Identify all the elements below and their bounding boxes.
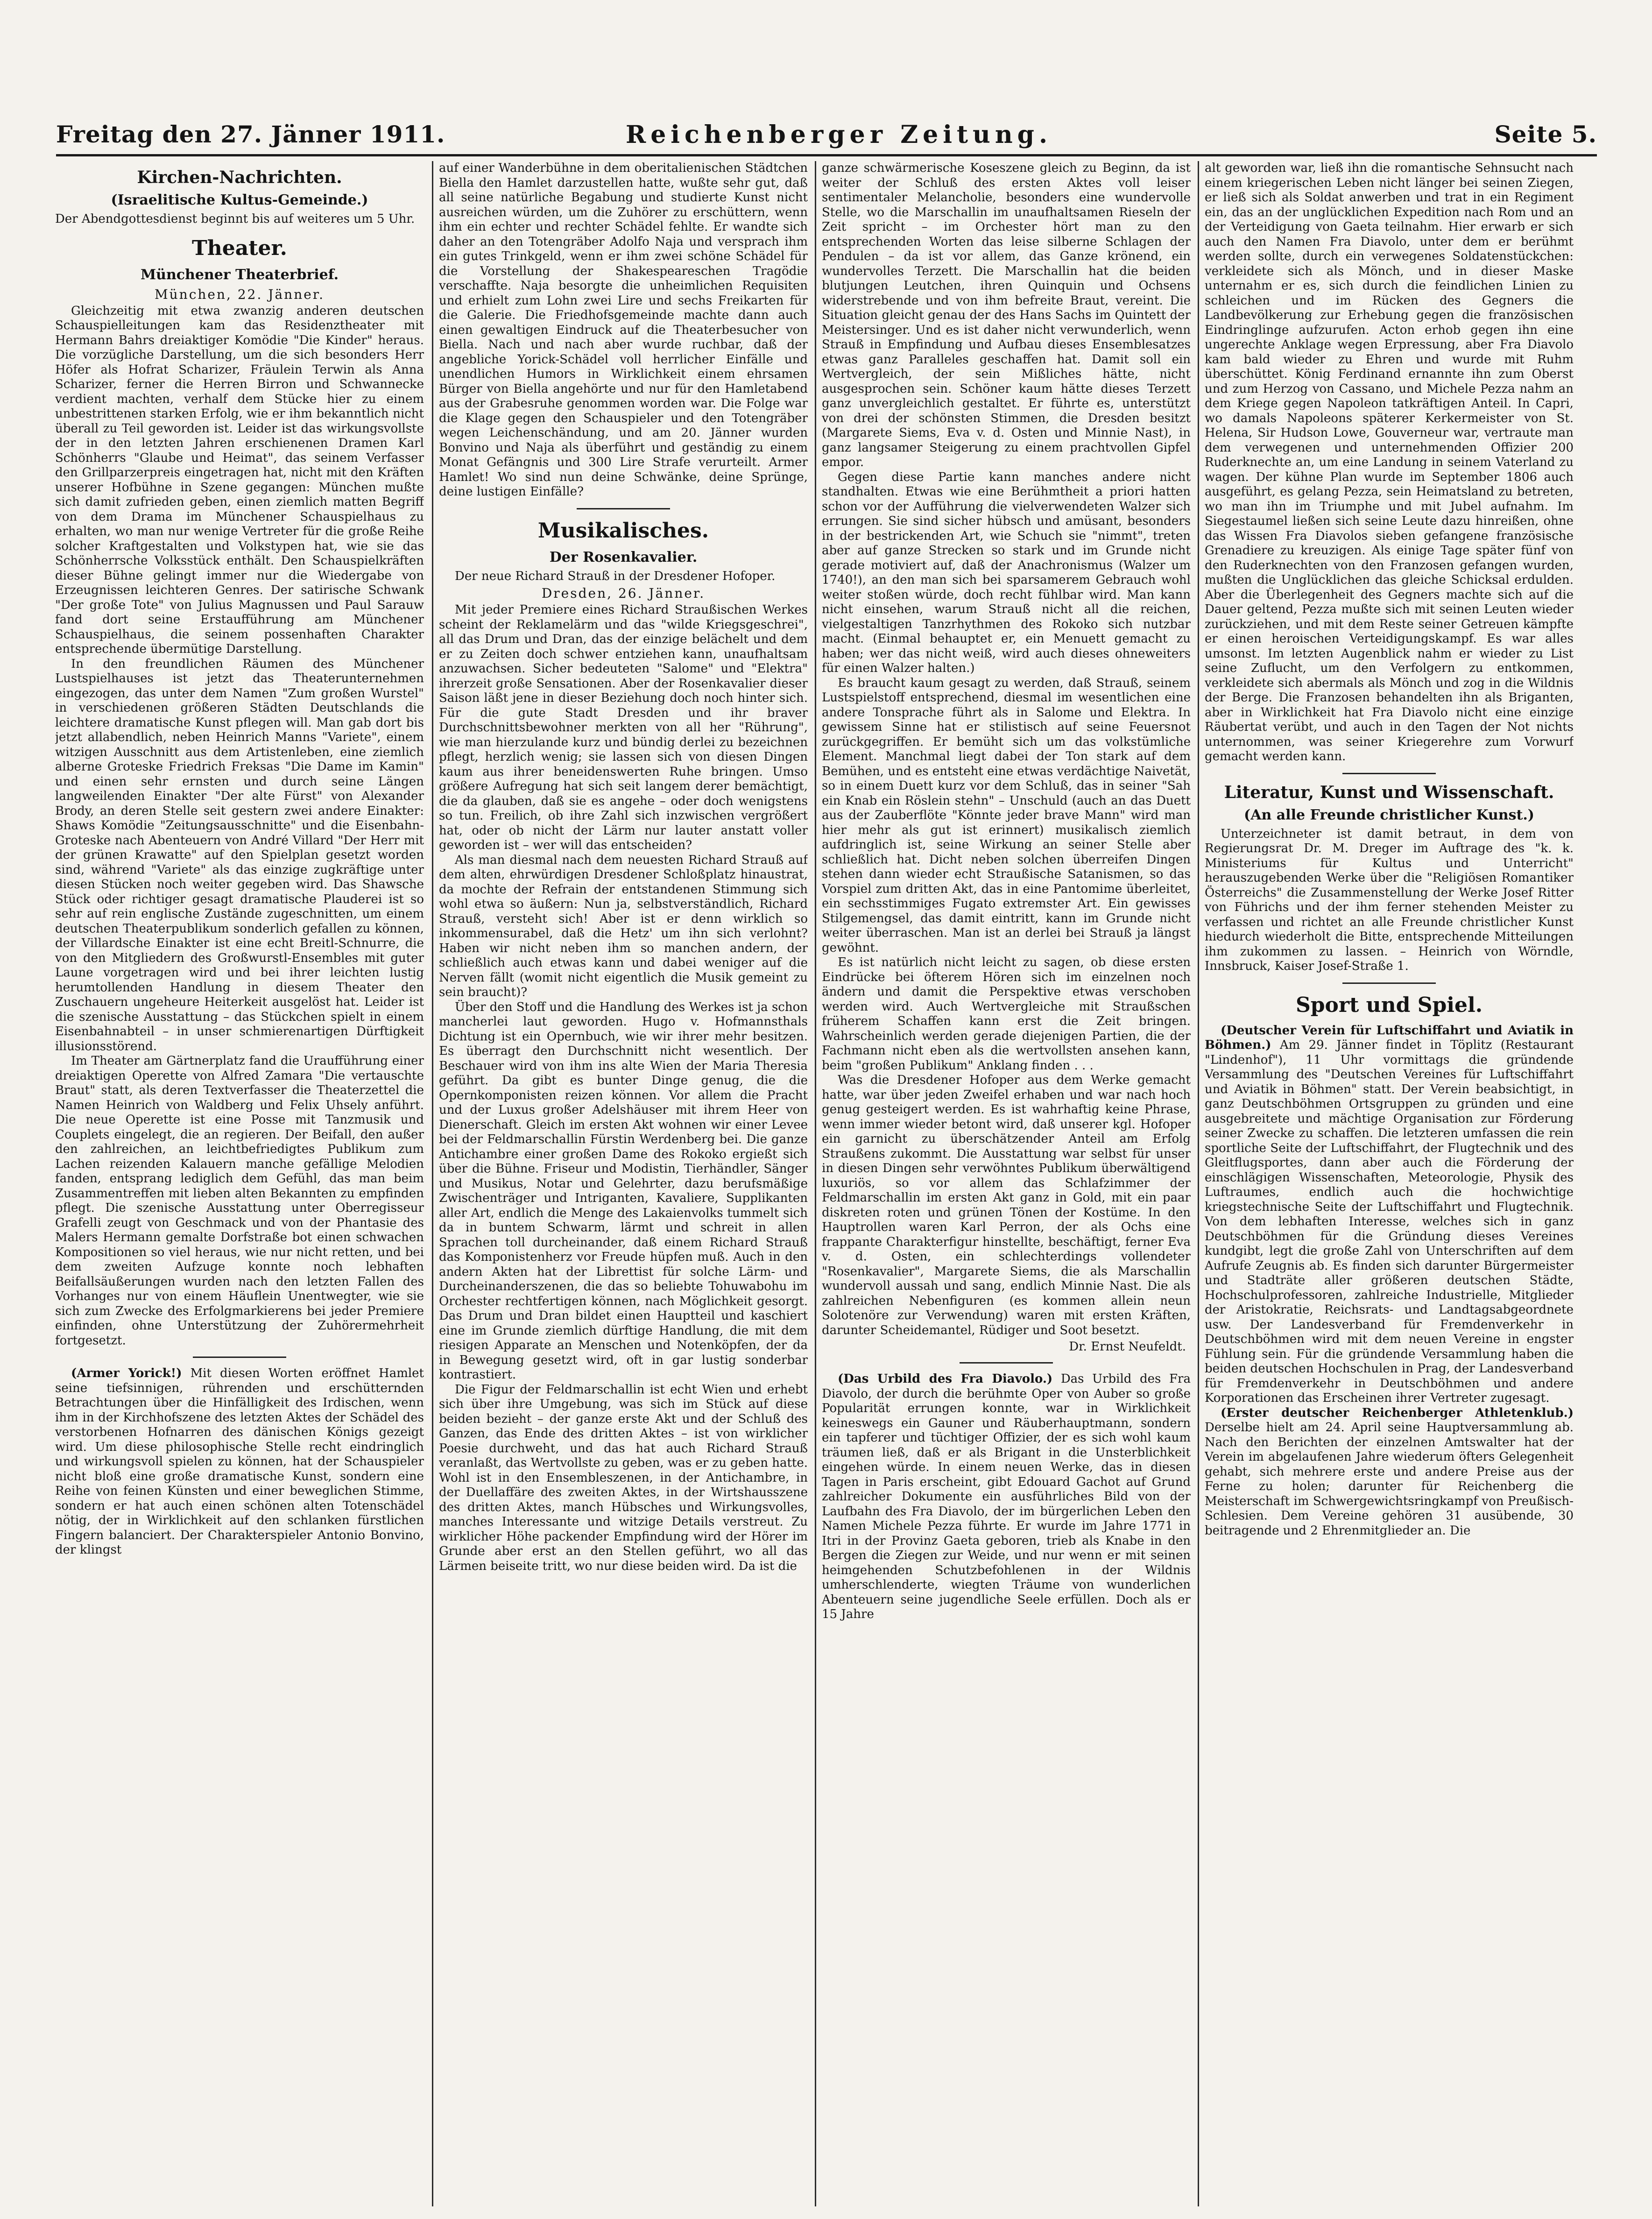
author-signature: Dr. Ernst Neufeldt. (1069, 1340, 1186, 1354)
article-paragraph: Mit jeder Premiere eines Richard Straußischen Werkes scheint der Reklamelärm und das "wilde Kriegsgeschrei", all das Drum und Dran, das der einzige belächelt und dem er zu Zeiten doch schwer entziehen kann, unaufhaltsam anzuwachsen. Sicher bedeuteten "Salome" und "Elektra" ihrerzeit große Sensationen. Aber der Rosenkavalier dieser Saison läßt jene in dieser Beziehung doch noch hinter sich. Für die gute Stadt Dresden und ihr braver Durchschnittsbewohner merkten von all her "Rührung", wie man hierzulande kurz und bündig derlei zu bezeichnen pflegt, herzlich wenig; sie lassen sich von diesen Dingen kaum aus ihrer beneidenswerten Ruhe bringen. Umso größere Aufregung hat sich seit langem derer bemächtigt, die da glauben, daß sie es angehe – oder doch wenigstens so tun. Freilich, ob ihre Zahl sich inzwischen vergrößert hat, oder ob nicht der Lärm nur lauter anstatt voller geworden ist – wer will das entscheiden? (439, 603, 808, 852)
dateline: Dresden, 26. Jänner. (541, 586, 706, 601)
article-paragraph: In den freundlichen Räumen des Münchener Lustspielhauses ist jetzt das Theaterunternehmen eingezogen, das unter dem Namen "Zum großen Wurstel" in verschiedenen größeren Städten Deutschlands die leichtere dramatische Kunst pflegen will. Man gab dort bis jetzt allabendlich, neben Heinrich Manns "Variete", einem witzigen Ausschnitt aus dem Artistenleben, eine ziemlich alberne Groteske Friedrich Freksas "Die Dame im Kamin" und einen sehr ernsten und durch seine Längen langweilenden Einakter "Der alte Fürst" von Alexander Brody, an deren Stelle seit gestern zwei andere Einakter: Shaws Komödie "Zeitungsausschnitte" und die Eisenbahn-Groteske nach Abenteuern von André Villard "Der Herr mit der grünen Krawatte" auf den Spielplan gesetzt worden sind, während "Variete" als das einzige zugkräftige unter diesen Stücken noch weiter gegeben wird. Das Shawsche Stück oder richtiger gesagt dramatische Plauderei ist so sehr auf rein englische Zustände zugeschnitten, um einem deutschen Theaterpublikum sonderlich gefallen zu können, der Villardsche Einakter ist eine echt Breitl-Schnurre, die von den Mitgliedern des Großwurstl-Ensembles mit guter Laune vorgetragen wird und bei ihrer leichten lustig herumtollenden Handlung in diesem Theater den Zuschauern ungeheure Heiterkeit ausgelöst hat. Leider ist die szenische Ausstattung – das Stückchen spielt in einem Eisenbahnabteil – in unser schmierenartigen Dürftigkeit illusionsstörend. (55, 657, 424, 1053)
column-3 (822, 161, 1191, 2206)
article-text: Der Abendgottesdienst beginnt bis auf weiteres um 5 Uhr. (55, 212, 415, 226)
article-paragraph: alt geworden war, ließ ihn die romantische Sehnsucht nach einem kriegerischen Leben nicht länger bei seinen Ziegen, er ließ sich als Soldat anwerben und trat in ein Regiment ein, das an der unglücklichen Expedition nach Rom und an der Verteidigung von Gaeta teilnahm. Hier erwarb er sich auch den Namen Fra Diavolo, unter dem er berühmt werden sollte, durch ein verwegenes Soldatenstückchen: verkleidete sich als Mönch, und in dieser Maske unternahm er es, sich durch die feindlichen Linien zu schleichen und im Rücken des Gegners die Landbevölkerung zur Erhebung gegen die französischen Eindringlinge aufzurufen. Acton erhob gegen ihn eine ungerechte Anklage wegen Erpressung, aber Fra Diavolo kam bald wieder zu Ehren und wurde mit Ruhm überschüttet. König Ferdinand ernannte ihn zum Oberst und zum Herzog von Cassano, und Michele Pezza nahm an dem Kriege gegen Napoleon tatkräftigen Anteil. In Capri, wo damals Napoleons späterer Kerkermeister von St. Helena, Sir Hudson Lowe, Gouverneur war, vertraute man dem verwegenen und unternehmenden Offizier 200 Ruderknechte an, um eine Landung in seinem Vaterland zu wagen. Der kühne Plan wurde im September 1806 auch ausgeführt, es gelang Pezza, sein Heimatsland zu betreten, wo man ihn im Triumphe und mit Jubel aufnahm. Im Siegestaumel ließen sich seine Leute dazu hinreißen, ohne das Wissen Fra Diavolos sieben gefangene französische Grenadiere zu kreuzigen. Als einige Tage später fünf von den Ruderknechten von den Franzosen gefangen wurden, mußten die Unglücklichen das gleiche Schicksal erdulden. Aber die Überlegenheit des Gegners machte sich auf die Dauer geltend, Pezza mußte sich mit seinen Leuten wieder zurückziehen, und mit dem Reste seiner Getreuen kämpfte er einen heroischen Verteidigungskampf. Es war alles umsonst. Im letzten Augenblick nahm er wieder zu List seine Zuflucht, um den Verfolgern zu entkommen, verkleidete sich abermals als Mönch und zog in die Wildnis der Berge. Die Franzosen behandelten ihn als Briganten, aber in Wirklichkeit hat Fra Diavolo nicht eine einzige Räubertat verübt, und auch in den Tagen der Not nichts unternommen, was seiner Kriegerehre zum Vorwurf gemacht werden kann. (1205, 161, 1574, 763)
article-paragraph: Die Figur der Feldmarschallin ist echt Wien und erhebt sich über ihre Umgebung, was sich im Stück auf diese beiden bezieht – der ganze erste Akt und der Schluß des Ganzen, das Ende des dritten Aktes – ist von wirklicher Poesie durchweht, und das hat auch Richard Strauß veranlaßt, das Wertvollste zu geben, was er zu geben hatte. Wohl ist in den Ensembleszenen, in der Antichambre, in der Duellaffäre des zweiten Aktes, in der Wirtshausszene des dritten Aktes, manch Hübsches und Wirkungsvolles, manches Interessante und witzige Details verstreut. Zu wirklicher Höhe packender Empfindung wird der Hörer im Grunde aber erst an den Stellen geführt, wo all das Lärmen beiseite tritt, wo nur diese beiden wird. Da ist die (439, 1382, 808, 1573)
header-rule (56, 154, 1597, 156)
article-title-yorick: (Armer Yorick!) (71, 1366, 182, 1380)
section-title-theater: Theater. (191, 236, 287, 260)
section-title-musik: Musikalisches. (537, 518, 709, 543)
column-divider (1198, 161, 1199, 2206)
section-divider (960, 1362, 1053, 1364)
section-title-sport: Sport und Spiel. (1295, 993, 1483, 1017)
section-title-kirchen: Kirchen-Nachrichten. (137, 168, 342, 187)
section-divider (1342, 773, 1436, 774)
article-paragraph: auf einer Wanderbühne in dem oberitalienischen Städtchen Biella den Hamlet darzustellen hatte, wußte sehr gut, daß all seine natürliche Begabung und studierte Kunst nicht ausreichen würden, um die Zuhörer zu erschüttern, wenn ihm ein echter und rechter Schädel fehlte. Er wandte sich daher an den Totengräber Adolfo Naja und versprach ihm ein gutes Trinkgeld, wenn er ihm zwei schöne Schädel für die Vorstellung der Shakespeareschen Tragödie verschaffte. Naja besorgte die unheimlichen Requisiten und erhielt zum Lohn zwei Lire und sechs Freikarten für die Galerie. Die Friedhofsgemeinde machte dann auch einen gewaltigen Eindruck auf die Theaterbesucher von Biella. Nach und nach aber wurde ruchbar, daß der angebliche Yorick-Schädel voll herrlicher Einfälle und unendlichen Humors in Wirklichkeit einem ehrsamen Bürger von Biella angehörte und nur für den Hamletabend aus der Grabesruhe genommen worden war. Die Folge war die Klage gegen den Schauspieler und den Totengräber wegen Leichenschändung, und am 20. Jänner wurden Bonvino und Naja als überführt und geständig zu einem Monat Gefängnis und 300 Lire Strafe verurteilt. Armer Hamlet! Wo sind nun deine Schwänke, deine Sprünge, deine lustigen Einfälle? (439, 161, 808, 499)
article-paragraph: Gleichzeitig mit etwa zwanzig anderen deutschen Schauspielleitungen kam das Residenztheater mit Hermann Bahrs dreiaktiger Komödie "Die Kinder" heraus. Die vorzügliche Darstellung, um die sich besonders Herr Höfer als Hofrat Scharizer, Fräulein Terwin als Anna Scharizer, ferner die Herren Birron und Schwannecke verdient machten, verhalf dem Stücke hier zu einem unbestrittenen starken Erfolg, wie er ihm bekanntlich nicht überall zu Teil geworden ist. Leider ist das wirkungsvollste der in den letzten Jahren erschienenen Dramen Karl Schönherrs "Glaube und Heimat", das seinem Verfasser den Grillparzerpreis eingetragen hat, nicht mit den Kräften unserer Hofbühne in Szene gegangen: München mußte sich damit zufrieden geben, einen ziemlich matten Begriff von dem Drama im Münchener Schauspielhaus zu erhalten, wo man nur wenige Vertreter für die große Reihe solcher Kraftgestalten und Volkstypen hat, wie sie das Schönherrsche Volksstück enthält. Den Schauspielkräften dieser Bühne gelingt immer nur die Wiedergabe von Erzeugnissen leichteren Genres. Der satirische Schwank "Der große Tote" von Julius Magnussen und Paul Sarauw fand dort seine Erstaufführung am Münchener Schauspielhaus, die seinem possenhaften Charakter entsprechende übermütige Darstellung. (55, 304, 424, 656)
section-title-literatur: Literatur, Kunst und Wissenschaft. (1224, 782, 1554, 802)
subsection-title-kunst: (An alle Freunde christlicher Kunst.) (1244, 806, 1534, 823)
article-title-luftschiffahrt: (Deutscher Verein für Luftschiffahrt und Aviatik in Böhmen.) (1205, 1023, 1574, 1052)
section-divider (193, 1357, 286, 1358)
article-text: Mit diesen Worten eröffnet Hamlet seine tiefsinnigen, rührenden und erschütternden Betrachtungen über die Hinfälligkeit des Irdischen, wenn ihm in der Kirchhofszene des letzten Aktes der Schädel des verstorbenen Hofnarren des dänischen Königs gezeigt wird. Um diese philosophische Stelle recht eindringlich und wirkungsvoll spielen zu können, hat der Schauspieler nicht bloß eine große dramatische Kunst, sondern eine Reihe von feinen Künsten und einer beweglichen Stimme, sondern er hat auch einen schönen alten Totenschädel nötig, der in Wirklichkeit auf den schlanken fürstlichen Fingern balanciert. Der Charakterspieler Antonio Bonvino, der klingst (55, 1366, 424, 1557)
column-2 (439, 161, 808, 2206)
article-paragraph: Es ist natürlich nicht leicht zu sagen, ob diese ersten Eindrücke bei öfterem Hören sich im einzelnen noch ändern und damit die Perspektive etwas verschoben werden wird. Auch Wertvergleiche mit Straußschen früherem Schaffen kann erst die Zeit bringen. Wahrscheinlich werden gerade diejenigen Partien, die der Fachmann nicht eben als die wertvollsten ansehen kann, beim "großen Publikum" Anklang finden . . . (822, 955, 1191, 1073)
article-text: Das Urbild des Fra Diavolo, der durch die berühmte Oper von Auber so große Popularität errungen konnte, war in Wirklichkeit keineswegs ein Gauner und Räuberhauptmann, sondern ein tapferer und tüchtiger Offizier, der es sich wohl kaum träumen ließ, daß er als Brigant in die Unsterblichkeit eingehen würde. In einem neuen Werke, das in diesen Tagen in Paris erscheint, gibt Edouard Gachot auf Grund zahlreicher Dokumente ein ausführliches Bild von der Laufbahn des Fra Diavolo, der im bürgerlichen Leben den Namen Michele Pezza führte. Er wurde im Jahre 1771 in Itri in der Provinz Gaeta geboren, trieb als Knabe in den Bergen die Ziegen zur Weide, und nur wenn er mit seinen heimgehenden Schutzbefohlenen in der Wildnis umherschlenderte, wiegten Träume von wunderlichen Abenteuern seine jugendliche Seele erfüllen. Doch als er 15 Jahre (822, 1372, 1191, 1621)
article-text: Unterzeichneter ist damit betraut, in dem von Regierungsrat Dr. M. Dreger im Auftrage des "k. k. Ministeriums für Kultus und Unterricht" herauszugebenden Werke über die "Religiösen Romantiker Österreichs" die Zusammenstellung der Werke Josef Ritter von Führichs und der ihm ferner stehenden Meister zu verfassen und richtet an alle Freunde christlicher Kunst hiedurch wiederholt die Bitte, entsprechende Mitteilungen ihm zukommen zu lassen. – Heinrich von Wörndle, Innsbruck, Kaiser Josef-Straße 1. (1205, 827, 1574, 973)
column-divider (815, 161, 816, 2206)
subsection-title-kultus: (Israelitische Kultus-Gemeinde.) (111, 192, 368, 208)
header-masthead: Reichenberger Zeitung. (626, 120, 1052, 149)
article-paragraph: Es braucht kaum gesagt zu werden, daß Strauß, seinem Lustspielstoff entsprechend, diesmal im wesentlichen eine andere Tonsprache führt als in Salome und Elektra. In gewissem Sinne hat er stilistisch auf seine Feuersnot zurückgegriffen. Er bemüht sich um das volkstümliche Element. Manchmal liegt dabei der Ton stark auf dem Bemühen, und es entsteht eine etwas verdächtige Naivetät, so in einem Duett kurz vor dem Schluß, das in seiner "Sah ein Knab ein Röslein stehn" – Unschuld (auch an das Duett aus der Zauberflöte "Könnte jeder brave Mann" wird man hier mehr als gut ist erinnert) musikalisch ziemlich aufdringlich ist, seine Wirkung an seiner Stelle aber schließlich hat. Dicht neben solchen überreifen Dingen stehen dann wieder echt Straußische Satanismen, so das Vorspiel zum dritten Akt, das in eine Pantomime überleitet, ein sechsstimmiges Fugato extremster Art. Ein gewisses Stilgemengsel, das damit eintritt, kann im Grunde nicht weiter überraschen. Man ist an derlei bei Strauß ja längst gewöhnt. (822, 676, 1191, 955)
article-title-diavolo: (Das Urbild des Fra Diavolo.) (838, 1372, 1053, 1386)
article-paragraph: Gegen diese Partie kann manches andere nicht standhalten. Etwas wie eine Berühmtheit a priori hatten schon vor der Aufführung die vielverwendeten Walzer sich errungen. Sie sind sicher hübsch und amüsant, besonders in der bestrickenden Art, wie Schuch sie "nimmt", treten aber auf ganze Strecken so stark und im Grunde nicht gerade motiviert auf, daß der Anachronismus (Walzer um 1740!), an den man sich bei sparsamerem Gebrauch wohl weiter stoßen würde, doch recht fühlbar wird. Man kann nicht einsehen, warum Strauß nicht all die reichen, vielgestaltigen Tanzrhythmen des Rokoko sich nutzbar macht. (Einmal behauptet er, ein Menuett gemacht zu haben; wer das nicht weiß, wird auch dieses ohneweiters für einen Walzer halten.) (822, 470, 1191, 675)
article-paragraph: Was die Dresdener Hofoper aus dem Werke gemacht hatte, war über jeden Zweifel erhaben und war nach hoch genug gesteigert werden. Es ist wahrhaftig keine Phrase, wenn immer wieder betont wird, daß unserer kgl. Hofoper ein garnicht zu überschätzender Anteil am Erfolg Straußens zukommt. Die Ausstattung war selbst für unser in diesen Dingen sehr verwöhntes Publikum überwältigend luxuriös, so vor allem das Schlafzimmer der Feldmarschallin im ersten Akt ganz in Gold, mit ein paar diskreten roten und grünen Tönen der Kostüme. In den Hauptrollen waren Karl Perron, der als Ochs eine frappante Charakterfigur hinstellte, beschäftigt, ferner Eva v. d. Osten, ein schlechterdings vollendeter "Rosenkavalier", Margarete Siems, die als Marschallin wundervoll aussah und sang, endlich Minnie Nast. Die als zahlreichen Nebenfiguren (es kommen allein neun Solotenöre zur Verwendung) waren mit ersten Kräften, darunter Scheidemantel, Rüdiger und Soot besetzt. (822, 1073, 1191, 1337)
article-title-athletenklub: (Erster deutscher Reichenberger Athletenklub.) (1221, 1406, 1574, 1420)
dateline: München, 22. Jänner. (154, 286, 325, 302)
article-title-rosenkavalier: Der Rosenkavalier. (549, 549, 698, 565)
page-header (56, 120, 1597, 153)
article-intro: Der neue Richard Strauß in der Dresdener Hofoper. (455, 569, 776, 583)
article-text: Derselbe hielt am 24. April seine Hauptversammlung ab. Nach den Berichten der einzelnen Amtswalter hat der Verein im abgelaufenen Jahre wiederum öfters Gelegenheit gehabt, sich mehrere erste und andere Preise aus der Ferne zu holen; darunter für Reichenberg die Meisterschaft im Schwergewichtsringkampf von Preußisch-Schlesien. Dem Vereine gehören 31 ausübende, 30 beitragende und 2 Ehrenmitglieder an. Die (1205, 1420, 1574, 1538)
header-page-number: Seite 5. (1494, 120, 1597, 148)
section-divider (577, 508, 670, 509)
column-divider (432, 161, 433, 2206)
column-1 (55, 161, 424, 2206)
article-paragraph: Über den Stoff und die Handlung des Werkes ist ja schon mancherlei laut geworden. Hugo v. Hofmannsthals Dichtung ist ein Opernbuch, wie wir ihrer mehr besitzen. Es überragt den Durchschnitt nicht wesentlich. Der Beschauer wird von ihm ins alte Wien der Maria Theresia geführt. Da gibt es bunter Dinge genug, die die Opernkomponisten reizen können. Vor allem die Pracht und der Luxus großer Adelshäuser mit ihrem Heer von Dienerschaft. Gleich im ersten Akt wohnen wir einer Levee bei der Feldmarschallin Fürstin Werdenberg bei. Die ganze Antichambre einer großen Dame des Rokoko ergießt sich über die Bühne. Friseur und Modistin, Tierhändler, Sänger und Musikus, Notar und Gelehrter, dazu berufsmäßige Zwischenträger und Intriganten, Kavaliere, Supplikanten aller Art, endlich die Menge des Lakaienvolks tummelt sich da in buntem Schwarm, lärmt und schreit in allen Sprachen toll durcheinander, daß einem Richard Strauß das Komponistenherz vor Freude hüpfen muß. Auch in den andern Akten hat der Librettist für solche Lärm- und Durcheinanderszenen, die das so beliebte Tohuwabohu im Orchester rechtfertigen können, nach Möglichkeit gesorgt. Das Drum und Dran bildet einen Hauptteil und kaschiert eine im Grunde ziemlich dürftige Handlung, die mit dem riesigen Apparate an Menschen und Notenköpfen, der da in Bewegung gesetzt wird, oft in gar lustig sonderbar kontrastiert. (439, 1000, 808, 1382)
article-title-theaterbrief: Münchener Theaterbrief. (140, 266, 339, 283)
article-paragraph: ganze schwärmerische Koseszene gleich zu Beginn, da ist weiter der Schluß des ersten Aktes voll leiser sentimentaler Melancholie, besonders eine wundervolle Stelle, wo die Marschallin im unaufhaltsamen Rieseln der Zeit spricht – im Orchester hört man zu den entsprechenden Worten das leise silberne Schlagen der Pendulen – da ist vor allem, das Ganze krönend, ein wundervolles Terzett. Die Marschallin hat die beiden blutjungen Leutchen, ihren Quinquin und Ochsens widerstrebende und von ihm befreite Braut, vereint. Die Situation gleicht genau der des Hans Sachs im Quintett der Meistersinger. Und es ist daher nicht verwunderlich, wenn Strauß in Empfindung und Aufbau dieses Ensemblesatzes etwas ganz Paralleles geschaffen hat. Damit soll ein Wertvergleich, der sein Mißliches hätte, nicht ausgesprochen sein. Schöner kaum hätte dieses Terzett ganz unvergleichlich gestaltet. Er führte es, unterstützt von drei der schönsten Stimmen, die Dresden besitzt (Margarete Siems, Eva v. d. Osten und Minnie Nast), in ganz langsamer Steigerung zu einem prachtvollen Gipfel empor. (822, 161, 1191, 469)
header-date: Freitag den 27. Jänner 1911. (56, 120, 445, 148)
section-divider (1342, 982, 1436, 984)
article-paragraph: Als man diesmal nach dem neuesten Richard Strauß auf dem alten, ehrwürdigen Dresdener Schloßplatz hinaustrat, da mochte der Refrain der entstandenen Stimmung sich wohl etwa so äußern: Nun ja, selbstverständlich, Richard Strauß, versteht sich! Aber ist er denn wirklich so inkommensurabel, daß die Hetz' um ihn sich verlohnt? Haben wir nicht neben ihm so manchen andern, der schließlich auch etwas kann und dabei weniger auf die Nerven fällt (womit nicht eigentlich die Musik gemeint zu sein braucht)? (439, 853, 808, 999)
article-paragraph: Im Theater am Gärtnerplatz fand die Uraufführung einer dreiaktigen Operette von Alfred Zamara "Die vertauschte Braut" statt, als deren Textverfasser die Theaterzettel die Namen Heinrich von Waldberg und Felix Uhsely anführt. Die neue Operette ist eine Posse mit Tanzmusik und Couplets eingelegt, die an regieren. Der Beifall, den außer den zahlreichen, an leichtbefriedigtes Publikum zum Lachen reizenden Kalauern manche gefällige Melodien fanden, entsprang lediglich dem Gefühl, das man beim Zusammentreffen mit lieben alten Bekannten zu empfinden pflegt. Die szenische Ausstattung unter Oberregisseur Grafelli zeugt von Geschmack und von der Phantasie des Malers Hermann gemalte Dorfstraße bot einen schwachen Kompositionen so viel heraus, wie nur nicht retten, und bei dem zweiten Aufzuge konnte noch lebhaften Beifallsäußerungen wurden nach den letzten Fallen des Vorhanges nur von einem Häuflein Unentwegter, wie sie sich zum Zwecke des Erfolgmarkierens bei jeder Premiere einfinden, ohne Unterstützung der Zuhörermehrheit fortgesetzt. (55, 1054, 424, 1348)
column-4 (1205, 161, 1574, 2206)
article-text: Am 29. Jänner findet in Töplitz (Restaurant "Lindenhof"), 11 Uhr vormittags die gründende Versammlung des "Deutschen Vereines für Luftschiffahrt und Aviatik in Böhmen" statt. Der Verein beabsichtigt, in ganz Deutschböhmen Ortsgruppen zu gründen und eine ausgebreitete und mächtige Organisation zur Förderung seiner Zwecke zu schaffen. Die letzteren umfassen die rein sportliche Seite der Luftschiffahrt, der Flugtechnik und des Gleitflugsportes, dann aber auch die Förderung der einschlägigen Wissenschaften, Meteorologie, Physik des Luftraumes, endlich auch die hochwichtige kriegstechnische Seite der Luftschiffahrt und Flugtechnik. Von dem lebhaften Interesse, welches sich in ganz Deutschböhmen für die Gründung dieses Vereines kundgibt, legt die große Zahl von Unterschriften auf dem Aufrufe Zeugnis ab. Es finden sich darunter Bürgermeister und Stadträte aller größeren deutschen Städte, Hochschulprofessoren, zahlreiche Industrielle, Mitglieder der Aristokratie, Reichsrats- und Landtagsabgeordnete usw. Der Landesverband für Fremdenverkehr in Deutschböhmen wird mit dem neuen Vereine in engster Fühlung sein. Für die gründende Versammlung haben die beiden deutschen Hochschulen in Prag, der Landesverband für Fremdenverkehr in Deutschböhmen und andere Korporationen das Erscheinen ihrer Vertreter zugesagt. (1205, 1038, 1574, 1405)
